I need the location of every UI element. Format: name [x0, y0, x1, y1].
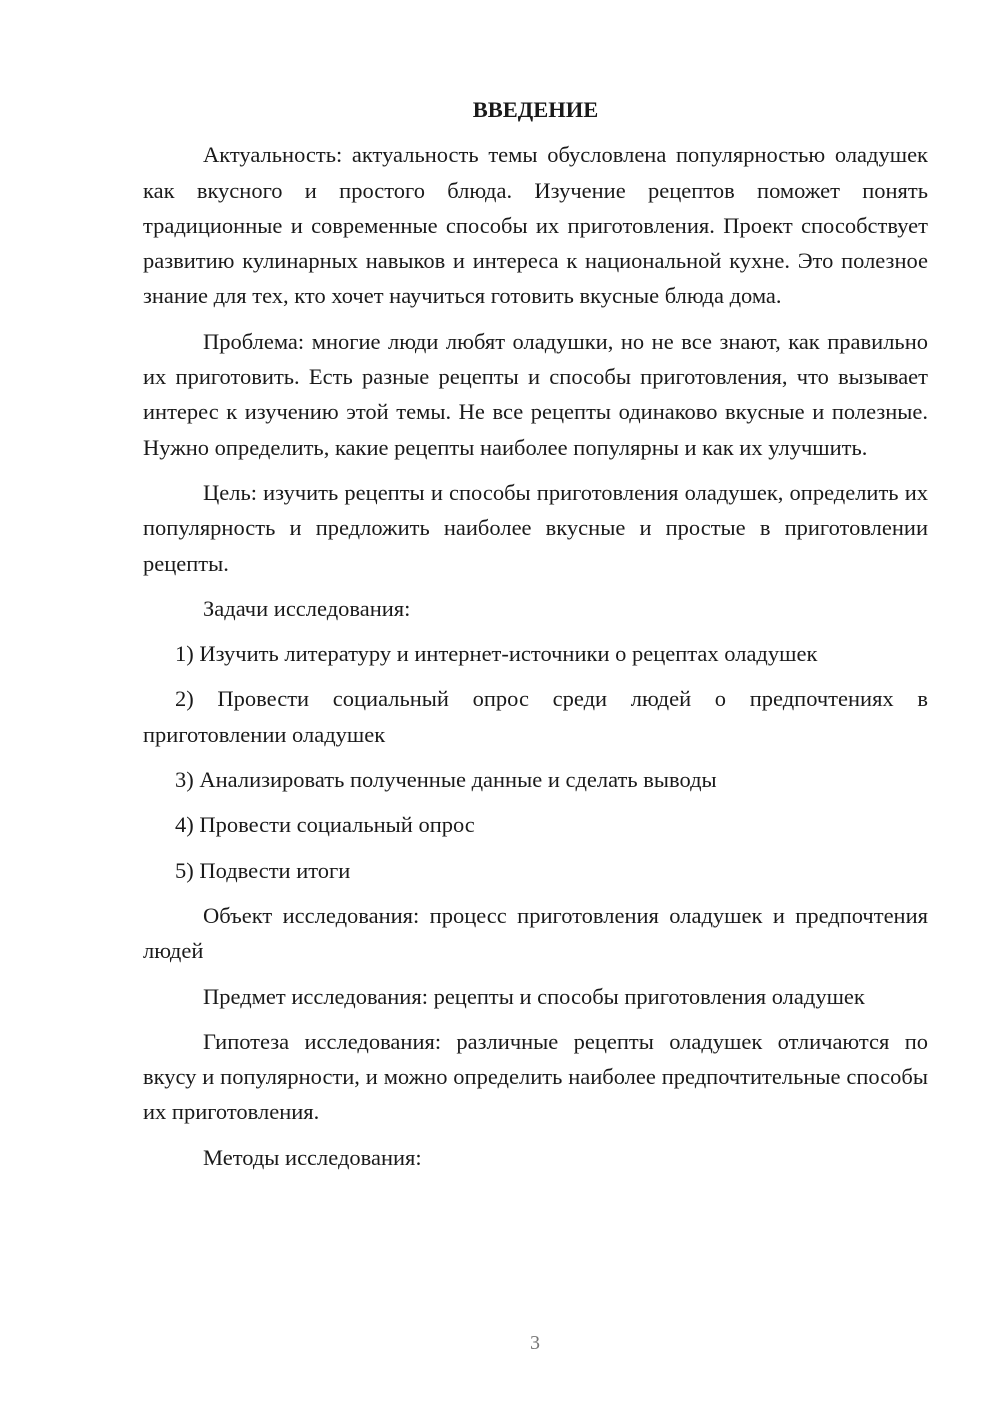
subject-paragraph: Предмет исследования: рецепты и способы приготовления оладушек [203, 983, 865, 1009]
task-item-2: 2) Провести социальный опрос среди людей о предпочтениях в приготовлении оладушек [143, 686, 928, 747]
problem-paragraph: Проблема: многие люди любят оладушки, но не все знают, как правильно их приготовить. Есть разные рецепты и способы приготовления, что вызывает интерес к изучению этой темы. Не все рецепты одинаково вкусные и полезные. Нужно определить, какие рецепты наиболее популярны и как их улучшить. [143, 328, 928, 460]
goal-paragraph: Цель: изучить рецепты и способы приготовления оладушек, определить их популярность и предложить наиболее вкусные и простые в приготовлении рецепты. [143, 479, 928, 576]
task-item-4: 4) Провести социальный опрос [175, 812, 475, 838]
hypothesis-paragraph: Гипотеза исследования: различные рецепты оладушек отличаются по вкусу и популярности, и можно определить наиболее предпочтительные способы их приготовления. [143, 1028, 928, 1125]
relevance-paragraph: Актуальность: актуальность темы обусловлена популярностью оладушек как вкусного и простого блюда. Изучение рецептов поможет понять традиционные и современные способы их приготовления. Проект способствует развитию кулинарных навыков и интереса к национальной кухне. Это полезное знание для тех, кто хочет научиться готовить вкусные блюда дома. [143, 142, 928, 309]
section-title: ВВЕДЕНИЕ [472, 97, 599, 122]
task-item-5: 5) Подвести итоги [175, 857, 351, 883]
task-item-1: 1) Изучить литературу и интернет-источники о рецептах оладушек [175, 641, 818, 667]
document-body [143, 92, 928, 1185]
methods-heading: Методы исследования: [203, 1144, 422, 1170]
tasks-heading: Задачи исследования: [203, 595, 411, 621]
page-number: 3 [530, 1332, 540, 1354]
object-paragraph: Объект исследования: процесс приготовления оладушек и предпочтения людей [143, 902, 928, 964]
task-item-3: 3) Анализировать полученные данные и сделать выводы [175, 767, 717, 793]
